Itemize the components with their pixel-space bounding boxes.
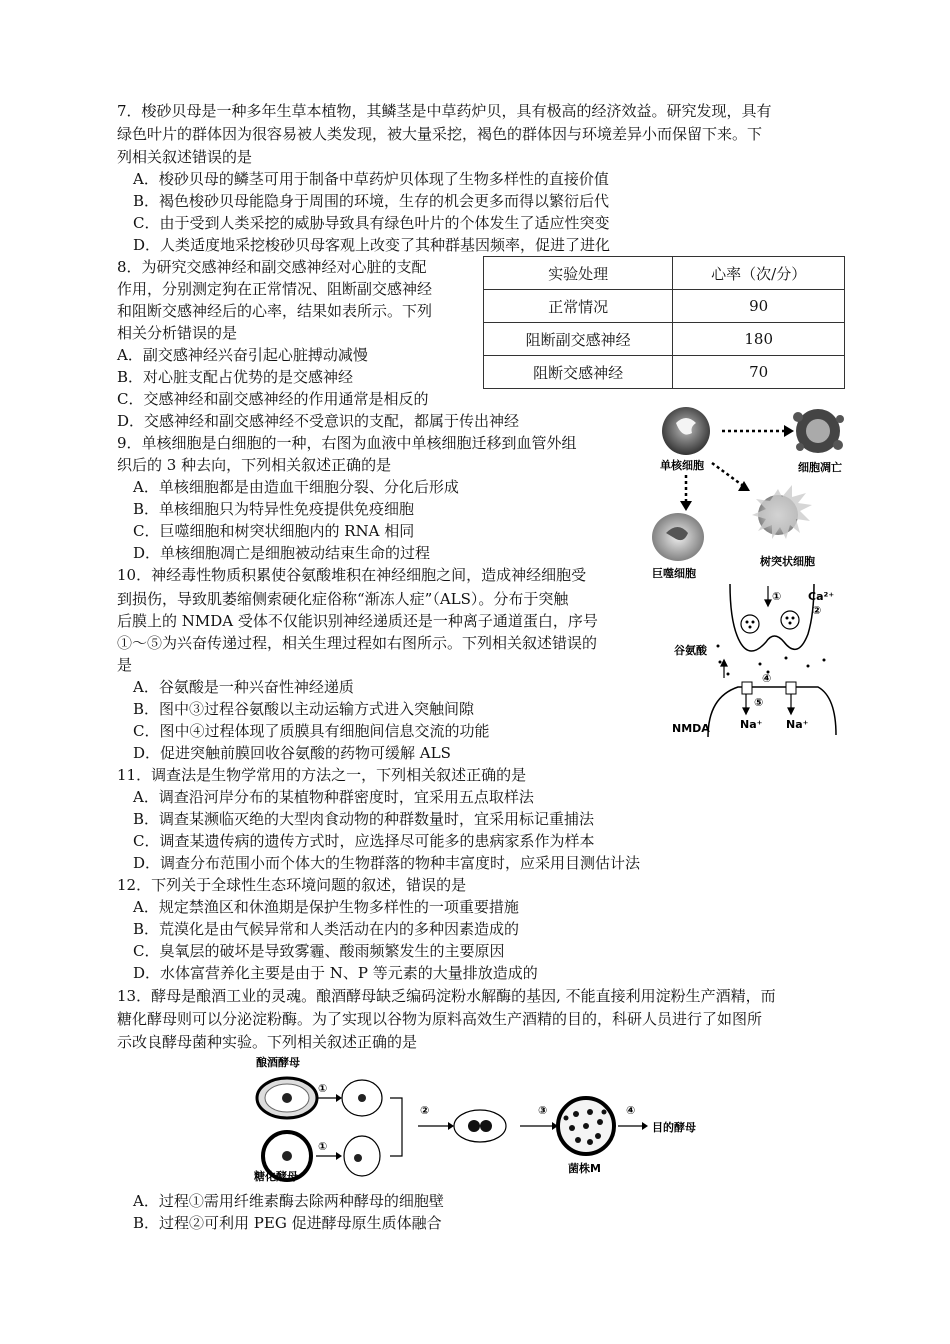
vesicle-icon bbox=[741, 615, 759, 633]
dendritic-cell-icon bbox=[752, 485, 812, 539]
q8-stem-line4: 相关分析错误的是 bbox=[117, 324, 238, 342]
monocyte-fate-diagram bbox=[648, 405, 858, 583]
table-cell: 70 bbox=[673, 356, 845, 389]
q12-option-d: D．水体富营养化主要是由于 N、P 等元素的大量排放造成的 bbox=[133, 964, 538, 982]
arrow-icon bbox=[316, 1152, 342, 1160]
q8-stem-line1: 8．为研究交感神经和副交感神经对心脏的支配 bbox=[117, 258, 427, 276]
arrow-icon bbox=[418, 1122, 454, 1130]
label-monocyte: 单核细胞 bbox=[660, 459, 704, 472]
label-strain-m: 菌株M bbox=[568, 1162, 601, 1175]
q7-stem-line2: 绿色叶片的群体因为很容易被人类发现，被大量采挖，褐色的群体因与环境差异小而保留下来。下 bbox=[117, 125, 763, 143]
q9-option-c: C．巨噬细胞和树突状细胞内的 RNA 相同 bbox=[133, 522, 415, 540]
q9-option-b: B．单核细胞只为特异性免疫提供免疫细胞 bbox=[133, 500, 415, 518]
q11-option-c: C．调查某遗传病的遗传方式时，应选择尽可能多的患病家系作为样本 bbox=[133, 832, 595, 850]
q10-stem-line1: 10．神经毒性物质积累使谷氨酸堆积在神经细胞之间，造成神经细胞受 bbox=[117, 566, 587, 584]
label-dendritic: 树突状细胞 bbox=[760, 555, 815, 568]
q10-stem-line2: 到损伤，导致肌萎缩侧索硬化症俗称“渐冻人症”（ALS）。分布于突触 bbox=[117, 590, 569, 608]
q12-option-b: B．荒漠化是由气候异常和人类活动在内的多种因素造成的 bbox=[133, 920, 520, 938]
table-cell: 阻断副交感神经 bbox=[484, 323, 673, 356]
arrow-icon bbox=[618, 1122, 648, 1130]
postsynaptic-membrane bbox=[708, 687, 836, 737]
table-header-cell: 实验处理 bbox=[484, 257, 673, 290]
q11-option-a: A．调查沿河岸分布的某植物种群密度时，宜采用五点取样法 bbox=[133, 788, 534, 806]
q8-stem-line2: 作用，分别测定狗在正常情况、阻断副交感神经 bbox=[117, 280, 433, 298]
dotted-arrow-diagonal bbox=[712, 463, 750, 491]
label-step1: ① bbox=[318, 1140, 328, 1153]
colony-icon bbox=[558, 1098, 614, 1154]
label-step4: ④ bbox=[762, 672, 772, 685]
table-row bbox=[484, 323, 845, 356]
table-row bbox=[484, 290, 845, 323]
label-step1: ① bbox=[318, 1082, 328, 1095]
table-header-row bbox=[484, 257, 845, 290]
dotted-arrow-down bbox=[680, 475, 692, 511]
q7-option-b: B．褐色梭砂贝母能隐身于周围的环境，生存的机会更多而得以繁衍后代 bbox=[133, 192, 610, 210]
q9-option-a: A．单核细胞都是由造血干细胞分裂、分化后形成 bbox=[133, 478, 459, 496]
q10-option-d: D．促进突触前膜回收谷氨酸的药物可缓解 ALS bbox=[133, 744, 451, 762]
bracket-icon bbox=[390, 1098, 402, 1156]
label-step5: ⑤ bbox=[754, 696, 764, 709]
heart-rate-table bbox=[483, 256, 845, 389]
q10-stem-line5: 是 bbox=[117, 656, 133, 674]
q10-option-b: B．图中③过程谷氨酸以主动运输方式进入突触间隙 bbox=[133, 700, 475, 718]
label-brewing-yeast: 酿酒酵母 bbox=[256, 1056, 300, 1069]
q10-option-a: A．谷氨酸是一种兴奋性神经递质 bbox=[133, 678, 354, 696]
q11-option-d: D．调查分布范围小而个体大的生物群落的物种丰富度时，应采用目测估计法 bbox=[133, 854, 641, 872]
q13-option-a: A．过程①需用纤维素酶去除两种酵母的细胞壁 bbox=[133, 1192, 444, 1210]
table-cell: 正常情况 bbox=[484, 290, 673, 323]
q7-stem-line1: 7．梭砂贝母是一种多年生草本植物，其鳞茎是中草药炉贝，具有极高的经济效益。研究发现，具有 bbox=[117, 102, 772, 120]
table-row bbox=[484, 356, 845, 389]
dotted-arrow-right bbox=[722, 425, 794, 437]
q10-stem-line4: ①～⑤为兴奋传递过程，相关生理过程如右图所示。下列相关叙述错误的 bbox=[117, 634, 598, 652]
label-step2: ② bbox=[420, 1104, 430, 1117]
label-step2: ② bbox=[812, 604, 822, 617]
q8-option-b: B．对心脏支配占优势的是交感神经 bbox=[117, 368, 354, 386]
label-step3: ③ bbox=[538, 1104, 548, 1117]
label-target-yeast: 目的酵母 bbox=[652, 1121, 696, 1134]
brewing-yeast-cell-icon bbox=[257, 1078, 317, 1118]
q7-option-a: A．梭砂贝母的鳞茎可用于制备中草药炉贝体现了生物多样性的直接价值 bbox=[133, 170, 609, 188]
label-apoptosis: 细胞凋亡 bbox=[798, 461, 842, 474]
label-calcium: Ca²⁺ bbox=[808, 590, 835, 603]
label-step4: ④ bbox=[626, 1104, 636, 1117]
table-cell: 180 bbox=[673, 323, 845, 356]
q13-stem-line1: 13．酵母是酿酒工业的灵魂。酿酒酵母缺乏编码淀粉水解酶的基因, 不能直接利用淀粉生产酒精，而 bbox=[117, 987, 776, 1005]
label-nmda: NMDA bbox=[672, 722, 710, 735]
q7-option-c: C．由于受到人类采挖的威胁导致具有绿色叶片的个体发生了适应性突变 bbox=[133, 214, 610, 232]
q12-stem: 12．下列关于全球性生态环境问题的叙述，错误的是 bbox=[117, 876, 467, 894]
label-macrophage: 巨噬细胞 bbox=[652, 567, 696, 580]
macrophage-cell-icon bbox=[652, 513, 704, 561]
q7-stem-line3: 列相关叙述错误的是 bbox=[117, 148, 253, 166]
q11-option-b: B．调查某濒临灭绝的大型肉食动物的种群数量时，宜采用标记重捕法 bbox=[133, 810, 595, 828]
q8-option-d: D．交感神经和副交感神经不受意识的支配，都属于传出神经 bbox=[117, 412, 520, 430]
q12-option-a: A．规定禁渔区和休渔期是保护生物多样性的一项重要措施 bbox=[133, 898, 519, 916]
label-sodium: Na⁺ bbox=[740, 718, 763, 731]
q12-option-c: C．臭氧层的破坏是导致雾霾、酸雨频繁发生的主要原因 bbox=[133, 942, 505, 960]
label-sodium: Na⁺ bbox=[786, 718, 809, 731]
q13-option-b: B．过程②可利用 PEG 促进酵母原生质体融合 bbox=[133, 1214, 442, 1232]
apoptotic-cell-icon bbox=[793, 409, 844, 453]
table-cell: 阻断交感神经 bbox=[484, 356, 673, 389]
q11-stem: 11．调查法是生物学常用的方法之一，下列相关叙述正确的是 bbox=[117, 766, 527, 784]
glutamate-dots bbox=[717, 645, 826, 676]
fused-cell-icon bbox=[454, 1110, 506, 1142]
q10-stem-line3: 后膜上的 NMDA 受体不仅能识别神经递质还是一种离子通道蛋白，序号 bbox=[117, 612, 598, 630]
q10-option-c: C．图中④过程体现了质膜具有细胞间信息交流的功能 bbox=[133, 722, 490, 740]
table-header-cell: 心率（次/分） bbox=[673, 257, 845, 290]
arrow-icon bbox=[316, 1094, 342, 1102]
monocyte-cell-icon bbox=[662, 407, 710, 455]
synapse-diagram bbox=[668, 582, 838, 740]
q8-stem-line3: 和阻断交感神经后的心率，结果如表所示。下列 bbox=[117, 302, 433, 320]
q8-option-c: C．交感神经和副交感神经的作用通常是相反的 bbox=[117, 390, 429, 408]
q9-stem-line2: 织后的 3 种去向，下列相关叙述正确的是 bbox=[117, 456, 392, 474]
label-step1: ① bbox=[772, 590, 782, 603]
q9-stem-line1: 9．单核细胞是白细胞的一种，右图为血液中单核细胞迁移到血管外组 bbox=[117, 434, 577, 452]
q8-option-a: A．副交感神经兴奋引起心脏搏动减慢 bbox=[117, 346, 368, 364]
q9-option-d: D．单核细胞凋亡是细胞被动结束生命的过程 bbox=[133, 544, 431, 562]
q13-stem-line2: 糖化酵母则可以分泌淀粉酶。为了实现以谷物为原料高效生产酒精的目的，科研人员进行了如图所 bbox=[117, 1010, 763, 1028]
protoplast-icon bbox=[342, 1080, 382, 1116]
yeast-fusion-diagram bbox=[250, 1052, 710, 1184]
arrow-icon bbox=[520, 1122, 558, 1130]
protoplast-icon bbox=[344, 1136, 380, 1176]
q13-stem-line3: 示改良酵母菌种实验。下列相关叙述正确的是 bbox=[117, 1033, 418, 1051]
label-sacch-yeast: 糖化酵母 bbox=[254, 1170, 298, 1183]
label-glutamate: 谷氨酸 bbox=[674, 644, 707, 657]
table-cell: 90 bbox=[673, 290, 845, 323]
q7-option-d: D．人类适度地采挖梭砂贝母客观上改变了其种群基因频率，促进了进化 bbox=[133, 236, 611, 254]
vesicle-icon bbox=[781, 611, 799, 629]
